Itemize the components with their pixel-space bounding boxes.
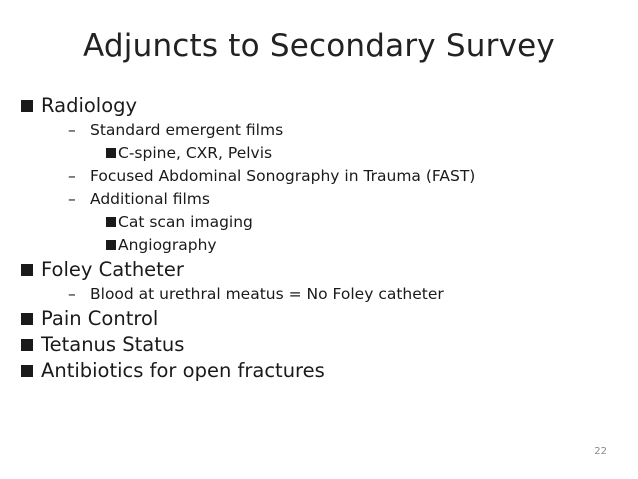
page-number: 22 [594,446,607,457]
square-bullet-icon [21,313,33,325]
sub-item-fast [0,165,638,188]
dash-bullet-icon: – [68,190,76,208]
bullet-item-pain [0,306,638,332]
bullet-text: Foley Catheter [41,258,184,281]
slide-title: Adjuncts to Secondary Survey [83,28,555,64]
sub-sub-item-text: Angiography [118,236,217,254]
square-bullet-icon [21,339,33,351]
bullet-item-foley [0,257,638,283]
square-bullet-icon [106,148,116,158]
sub-item-standard-films [0,119,638,142]
dash-bullet-icon: – [68,285,76,303]
bullet-item-radiology [0,93,638,119]
bullet-text: Antibiotics for open fractures [41,359,325,382]
dash-bullet-icon: – [68,167,76,185]
sub-item-additional-films [0,188,638,211]
bullet-list [0,93,638,384]
bullet-item-antibiotics [0,358,638,384]
square-bullet-icon [106,240,116,250]
square-bullet-icon [21,264,33,276]
sub-item-text: Blood at urethral meatus = No Foley catheter [90,285,444,303]
sub-sub-item-cspine [0,142,638,165]
square-bullet-icon [106,217,116,227]
bullet-item-tetanus [0,332,638,358]
bullet-text: Pain Control [41,307,159,330]
bullet-text: Radiology [41,94,138,117]
sub-item-blood-meatus [0,283,638,306]
sub-item-text: Additional films [90,190,210,208]
sub-sub-item-text: Cat scan imaging [118,213,253,231]
bullet-text: Tetanus Status [41,333,185,356]
square-bullet-icon [21,365,33,377]
sub-sub-item-angiography [0,234,638,257]
dash-bullet-icon: – [68,121,76,139]
sub-sub-item-text: C-spine, CXR, Pelvis [118,144,273,162]
sub-item-text: Focused Abdominal Sonography in Trauma (FAST) [90,167,476,185]
sub-sub-item-cat-scan [0,211,638,234]
sub-item-text: Standard emergent films [90,121,284,139]
square-bullet-icon [21,100,33,112]
